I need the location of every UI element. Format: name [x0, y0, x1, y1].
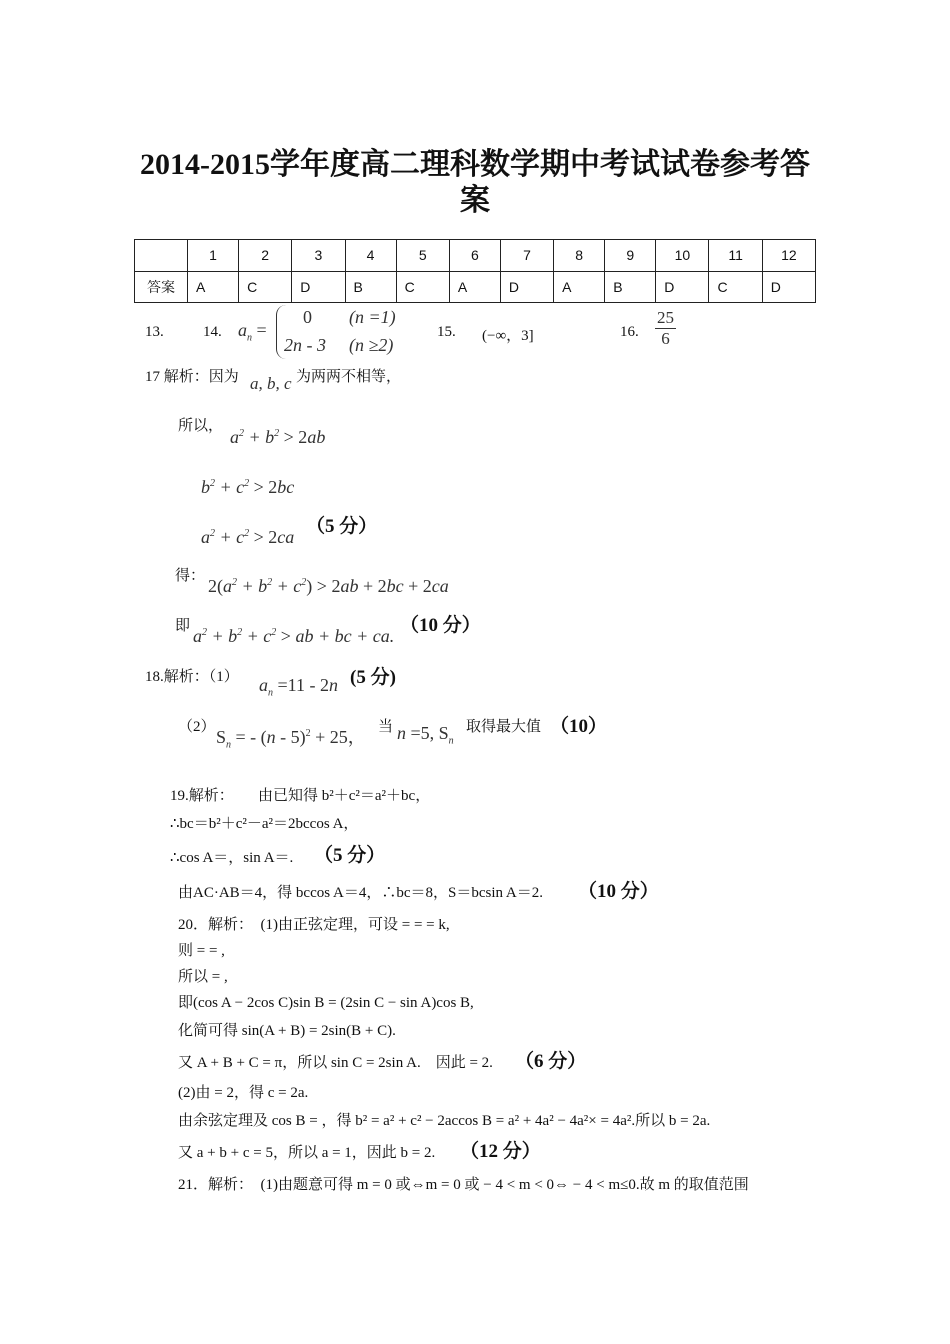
q19-label: 19.解析： [170, 788, 234, 804]
answer-cell: D [292, 271, 345, 303]
q17-suoyi: 所以， [178, 418, 224, 434]
answer-cell: C [239, 271, 292, 303]
row-label: 答案 [135, 271, 188, 303]
answer-table [134, 239, 816, 303]
answer-cell: D [656, 271, 709, 303]
question-number: 11 [709, 240, 762, 272]
page-title: 2014-2015学年度高二理科数学期中考试试卷参考答 [140, 148, 810, 181]
q14-case2: 2n - 3 [284, 335, 326, 355]
q17-ineq3: $a^2 + c^2 > 2ca$ [201, 527, 295, 547]
q17-ineq2: $b^2 + c^2 > 2bc$ [201, 477, 295, 497]
page-title-continued: 案 [460, 184, 490, 217]
q14-case1: 0 [303, 307, 312, 327]
q18-score10: （10） [550, 716, 608, 737]
question-number: 2 [239, 240, 292, 272]
q20-line4: 即(cos A − 2cos C)sin B = (2sin C − sin A)cos B, [178, 995, 474, 1011]
answer-table-header-row [135, 240, 816, 272]
answer-cell: A [449, 271, 500, 303]
q21-line1: 21．解析： (1)由题意可得 m = 0 或⇔m = 0 或 − 4 < m < 0⇔ − 4 < m≤0.故 m 的取值范围 [178, 1177, 749, 1193]
q16-fraction [655, 308, 676, 349]
q16-denominator: 6 [661, 329, 670, 348]
question-number: 12 [762, 240, 815, 272]
answer-cell: C [709, 271, 762, 303]
q20-line6: 又 A + B + C = π，所以 sin C = 2sin A. 因此 = 2. [178, 1055, 493, 1071]
q20-line8: 由余弦定理及 cos B = ，得 b² = a² + c² − 2accos B = a² + 4a² − 4a²× = 4a².所以 b = 2a. [178, 1113, 711, 1129]
q14-label: 14. [203, 324, 222, 340]
q19-line1: 由已知得 b²＋c²＝a²＋bc， [258, 788, 431, 804]
question-number: 8 [554, 240, 605, 272]
answer-table-answer-row [135, 271, 816, 303]
q18-an: $a_n =11 - 2n$ [259, 675, 338, 699]
answer-cell: A [188, 271, 239, 303]
answer-cell: A [554, 271, 605, 303]
answer-cell: C [396, 271, 449, 303]
q18-n5: n =5, $S_n$ [397, 723, 454, 747]
table-corner-cell [135, 240, 188, 272]
q17-abc: a, b, c [250, 374, 292, 393]
question-number: 10 [656, 240, 709, 272]
q20-line5: 化简可得 sin(A + B) = 2sin(B + C). [178, 1023, 396, 1039]
q16-numerator: 25 [657, 308, 674, 327]
q18-tail: 取得最大值 [466, 719, 542, 735]
q19-line4: 由AC·AB＝4，得 bccos A＝4，∴bc＝8，S＝bcsin A＝2. [178, 885, 543, 901]
q19-score10: （10 分） [578, 881, 659, 902]
q20-line2: 则 = = , [178, 943, 225, 959]
q14-cond2: (n ≥2) [349, 335, 394, 355]
q19-score5: （5 分） [314, 845, 386, 866]
answer-cell: B [605, 271, 656, 303]
q20-line1: 20．解析： (1)由正弦定理，可设 = = = k, [178, 917, 450, 933]
q17-intro-tail: 为两两不相等， [296, 369, 402, 385]
q14-an: $a_n$ = [238, 320, 267, 344]
answer-cell: B [345, 271, 396, 303]
q17-intro: 17 解析：因为 [145, 369, 239, 385]
q13-label: 13. [145, 324, 164, 340]
question-number: 4 [345, 240, 396, 272]
q17-ineq1: $a^2 + b^2 > 2ab$ [230, 427, 326, 447]
q18-dang: 当 [378, 719, 394, 735]
q17-de: 得： [175, 568, 206, 584]
answer-cell: D [762, 271, 815, 303]
question-number: 6 [449, 240, 500, 272]
q15-label: 15. [437, 324, 456, 340]
q17-sum: $2(a^2 + b^2 + c^2) > 2ab + 2bc + 2ca$ [208, 576, 449, 596]
q18-sn: $S_n$ = - (n - 5)$^2$ + 25， [216, 727, 366, 751]
q17-score10: （10 分） [400, 615, 481, 636]
q16-label: 16. [620, 324, 639, 340]
q19-line2: ∴bc＝b²＋c²－a²＝2bccos A， [170, 816, 359, 832]
q20-line9: 又 a + b + c = 5，所以 a = 1，因此 b = 2. [178, 1145, 436, 1161]
q20-score6: （6 分） [515, 1051, 587, 1072]
q18-label: 18.解析：（1） [145, 669, 239, 685]
q17-result: $a^2 + b^2 + c^2$ > ab + bc + ca. [193, 626, 395, 646]
q19-line3: ∴cos A＝，sin A＝. [170, 850, 294, 866]
q20-score12: （12 分） [460, 1141, 541, 1162]
q17-ji: 即 [175, 618, 191, 634]
q20-line7: (2)由 = 2，得 c = 2a. [178, 1085, 309, 1101]
q14-cond1: (n =1) [349, 307, 396, 327]
q18-part2: （2） [178, 719, 216, 735]
q18-score5: (5 分) [350, 667, 396, 688]
q17-score5: （5 分） [306, 516, 378, 537]
q15-answer: (−∞，3] [482, 328, 534, 344]
question-number: 7 [500, 240, 553, 272]
question-number: 1 [188, 240, 239, 272]
question-number: 3 [292, 240, 345, 272]
q20-line3: 所以 = , [178, 969, 228, 985]
question-number: 9 [605, 240, 656, 272]
question-number: 5 [396, 240, 449, 272]
answer-cell: D [500, 271, 553, 303]
